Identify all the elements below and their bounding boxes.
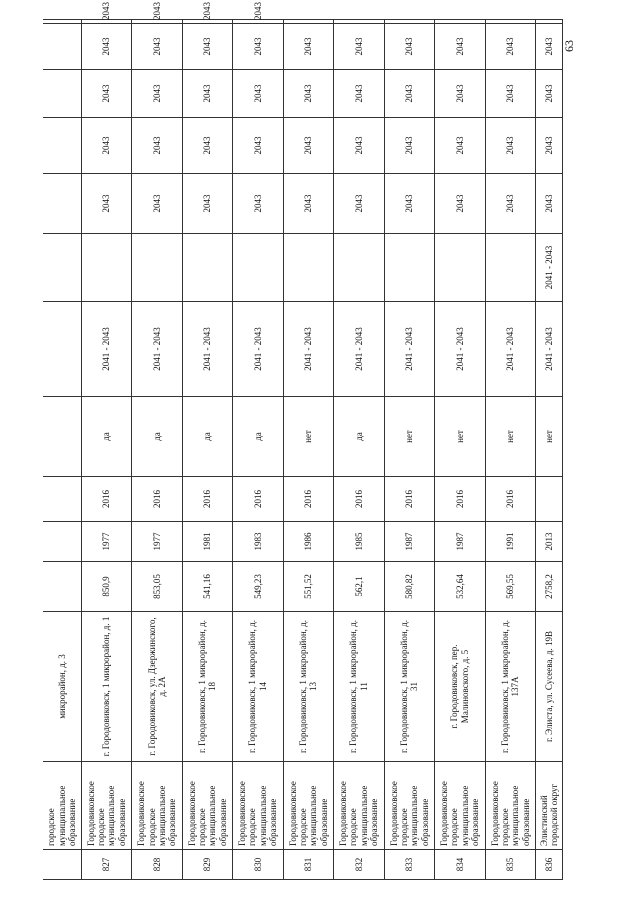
year-survey-cell: 2016 (182, 477, 232, 522)
municipality-cell: Городовиковское городское муниципальное образование (81, 762, 131, 850)
period-alt-cell (233, 234, 283, 302)
year-cell: 2043 (81, 118, 131, 174)
year-cell: 2043 (435, 174, 485, 234)
year-built-cell: 1987 (384, 522, 434, 562)
address-cell: г. Городовиковск, 1 микрорайон, д. 18 (182, 612, 232, 762)
year-cell: 2043 (384, 24, 434, 70)
year-built-cell: 1985 (334, 522, 384, 562)
address-cell: г. Городовиковск, 1 микрорайон, д. 31 (384, 612, 434, 762)
table-row (384, 20, 434, 880)
year-survey-cell: 2016 (233, 477, 283, 522)
address-cell: г. Городовиковск, 1 микрорайон, д. 137А (485, 612, 535, 762)
year-cell: 2043 (435, 118, 485, 174)
period-alt-cell (182, 234, 232, 302)
year-cell: 2043 (435, 24, 485, 70)
period-alt-cell (485, 234, 535, 302)
year-cell: 2043 (233, 118, 283, 174)
address-cell: г. Городовиковск, ул. Дзержинского, д. 2А (132, 612, 182, 762)
year-cell: 2043 (536, 24, 563, 70)
rotated-table-container (43, 2, 563, 880)
period-alt-cell (81, 234, 131, 302)
table-row (81, 20, 131, 880)
year-cell: 2043 (435, 70, 485, 118)
table-row (283, 20, 333, 880)
row-number-cell: 828 (132, 850, 182, 880)
table-row (233, 20, 283, 880)
year-cell: 2043 (132, 24, 182, 70)
table-row (536, 20, 563, 880)
row-number-cell: 834 (435, 850, 485, 880)
year-cell: 2043 (283, 174, 333, 234)
year-cell: 2043 (132, 70, 182, 118)
year-cell: 2043 (81, 24, 131, 70)
year-survey-cell: 2016 (435, 477, 485, 522)
area-cell: 850,9 (81, 562, 131, 612)
address-cell: г. Элиста, ул. Сусеева, д. 19В (536, 612, 563, 762)
year-cell: 2043 (182, 20, 232, 24)
flag-cell: да (81, 397, 131, 477)
year-cell: 2043 (182, 70, 232, 118)
year-cell (283, 20, 333, 24)
year-survey-cell: 2016 (132, 477, 182, 522)
year-cell: 2043 (384, 118, 434, 174)
address-cell: г. Городовиковск, 1 микрорайон, д. 11 (334, 612, 384, 762)
year-cell: 2043 (233, 174, 283, 234)
address-cell: микрорайон, д. 3 (43, 612, 81, 762)
period-cell: 2041 - 2043 (283, 302, 333, 397)
row-number-cell: 832 (334, 850, 384, 880)
row-number-cell: 831 (283, 850, 333, 880)
year-survey-cell: 2016 (283, 477, 333, 522)
row-number-cell: 833 (384, 850, 434, 880)
page-number: 63 (562, 40, 576, 52)
year-cell: 2043 (536, 174, 563, 234)
year-built-cell: 1987 (435, 522, 485, 562)
period-cell: 2041 - 2043 (132, 302, 182, 397)
period-alt-cell: 2041 - 2043 (536, 234, 563, 302)
row-number-cell: 836 (536, 850, 563, 880)
period-cell: 2041 - 2043 (485, 302, 535, 397)
municipality-cell: Городовиковское городское муниципальное образование (132, 762, 182, 850)
year-survey-cell: 2016 (334, 477, 384, 522)
period-alt-cell (283, 234, 333, 302)
period-cell: 2041 - 2043 (233, 302, 283, 397)
year-built-cell: 1983 (233, 522, 283, 562)
area-cell: 532,64 (435, 562, 485, 612)
table-row (182, 20, 232, 880)
flag-cell: нет (536, 397, 563, 477)
period-cell: 2041 - 2043 (334, 302, 384, 397)
housing-table (43, 2, 563, 880)
row-number-cell: 830 (233, 850, 283, 880)
area-cell: 541,16 (182, 562, 232, 612)
year-cell: 2043 (334, 70, 384, 118)
row-number-cell: 829 (182, 850, 232, 880)
year-cell (536, 20, 563, 24)
year-survey-cell: 2016 (384, 477, 434, 522)
year-cell: 2043 (233, 20, 283, 24)
area-cell: 853,05 (132, 562, 182, 612)
municipality-cell: Городовиковское городское муниципальное образование (435, 762, 485, 850)
municipality-cell: Городовиковское городское муниципальное образование (334, 762, 384, 850)
municipality-cell: Городовиковское городское муниципальное образование (384, 762, 434, 850)
year-built-cell: 1981 (182, 522, 232, 562)
year-built-cell: 1986 (283, 522, 333, 562)
flag-cell: нет (384, 397, 434, 477)
municipality-cell: Городовиковское городское муниципальное образование (283, 762, 333, 850)
municipality-cell: Элистинский городской округ (536, 762, 563, 850)
year-cell (334, 20, 384, 24)
area-cell: 2758,2 (536, 562, 563, 612)
row-number-cell: 827 (81, 850, 131, 880)
municipality-cell: городское муниципальное образование (43, 762, 81, 850)
year-survey-cell (536, 477, 563, 522)
year-cell: 2043 (283, 24, 333, 70)
area-cell: 549,23 (233, 562, 283, 612)
year-cell: 2043 (334, 24, 384, 70)
year-survey-cell: 2016 (81, 477, 131, 522)
table-row (334, 20, 384, 880)
area-cell: 569,55 (485, 562, 535, 612)
year-cell: 2043 (81, 20, 131, 24)
year-survey-cell: 2016 (485, 477, 535, 522)
flag-cell: нет (435, 397, 485, 477)
period-cell: 2041 - 2043 (536, 302, 563, 397)
flag-cell: да (182, 397, 232, 477)
year-cell: 2043 (536, 118, 563, 174)
year-built-cell: 1991 (485, 522, 535, 562)
year-cell: 2043 (81, 174, 131, 234)
address-cell: г. Городовиковск, 1 микрорайон, д. 13 (283, 612, 333, 762)
year-cell: 2043 (81, 70, 131, 118)
year-cell: 2043 (182, 174, 232, 234)
year-cell: 2043 (485, 24, 535, 70)
year-cell: 2043 (132, 20, 182, 24)
flag-cell: нет (485, 397, 535, 477)
year-cell: 2043 (485, 174, 535, 234)
year-cell: 2043 (182, 24, 232, 70)
table-row (485, 20, 535, 880)
year-built-cell: 1977 (132, 522, 182, 562)
address-cell: г. Городовиковск, 1 микрорайон, д. 1 (81, 612, 131, 762)
period-alt-cell (435, 234, 485, 302)
year-cell (384, 20, 434, 24)
table-row (43, 20, 81, 880)
year-cell: 2043 (334, 118, 384, 174)
period-cell: 2041 - 2043 (81, 302, 131, 397)
year-cell: 2043 (233, 70, 283, 118)
year-built-cell: 2013 (536, 522, 563, 562)
area-cell: 562,1 (334, 562, 384, 612)
period-alt-cell (132, 234, 182, 302)
period-cell: 2041 - 2043 (435, 302, 485, 397)
year-cell: 2043 (233, 24, 283, 70)
year-cell: 2043 (536, 70, 563, 118)
year-cell: 2043 (182, 118, 232, 174)
year-built-cell: 1977 (81, 522, 131, 562)
address-cell: г. Городовиковск, 1 микрорайон, д. 14 (233, 612, 283, 762)
table-row (435, 20, 485, 880)
period-cell: 2041 - 2043 (182, 302, 232, 397)
year-cell: 2043 (384, 70, 434, 118)
row-number-cell: 835 (485, 850, 535, 880)
municipality-cell: Городовиковское городское муниципальное образование (182, 762, 232, 850)
municipality-cell: Городовиковское городское муниципальное образование (233, 762, 283, 850)
flag-cell: да (233, 397, 283, 477)
table-row (132, 20, 182, 880)
area-cell: 580,82 (384, 562, 434, 612)
year-cell: 2043 (485, 118, 535, 174)
row-number-cell (43, 850, 81, 880)
flag-cell: да (334, 397, 384, 477)
address-cell: г. Городовиковск, пер. Малиновского, д. 5 (435, 612, 485, 762)
year-cell: 2043 (485, 70, 535, 118)
year-cell: 2043 (132, 174, 182, 234)
period-alt-cell (334, 234, 384, 302)
municipality-cell: Городовиковское городское муниципальное образование (485, 762, 535, 850)
year-cell: 2043 (132, 118, 182, 174)
year-cell: 2043 (384, 174, 434, 234)
flag-cell: нет (283, 397, 333, 477)
area-cell: 551,52 (283, 562, 333, 612)
year-cell (485, 20, 535, 24)
year-cell: 2043 (334, 174, 384, 234)
period-alt-cell (384, 234, 434, 302)
year-cell: 2043 (283, 70, 333, 118)
year-cell (435, 20, 485, 24)
period-cell: 2041 - 2043 (384, 302, 434, 397)
year-cell: 2043 (283, 118, 333, 174)
flag-cell: да (132, 397, 182, 477)
